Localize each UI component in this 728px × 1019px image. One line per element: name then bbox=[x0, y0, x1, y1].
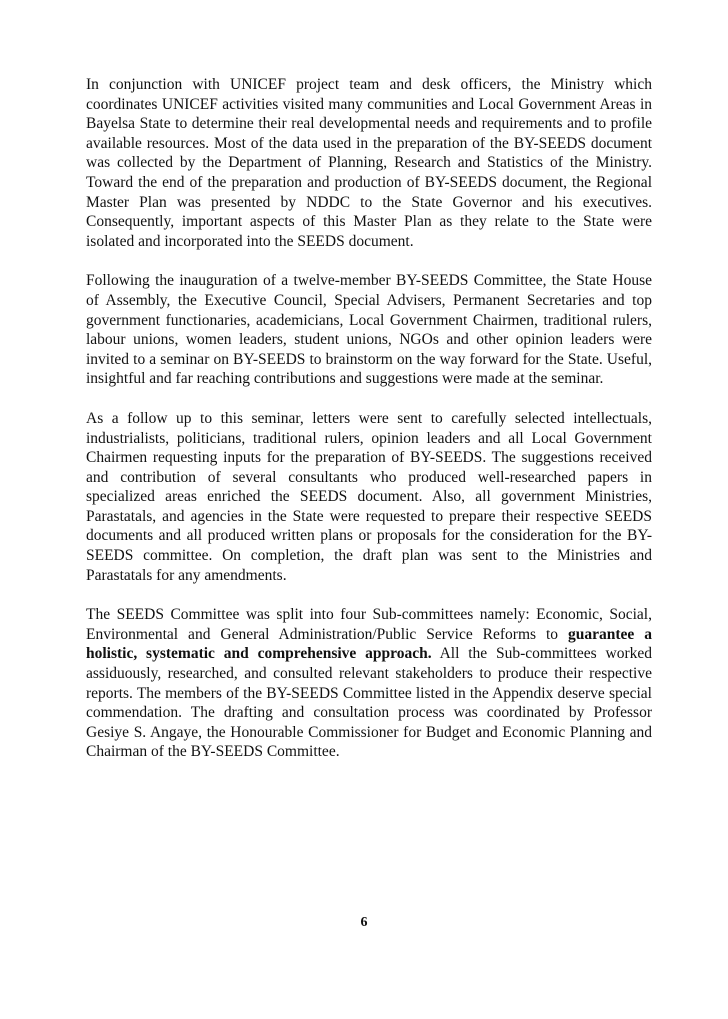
paragraph-3: As a follow up to this seminar, letters were sent to carefully selected intellectuals, industrialists, politicians, traditional rulers, opinion leaders and all Local Government Chairmen requesting inputs for the preparation of BY-SEEDS. The suggestions received and contribution of several consultants who produced well-researched papers in specialized areas enriched the SEEDS document. Also, all government Ministries, Parastatals, and agencies in the State were requested to prepare their respective SEEDS documents and all produced written plans or proposals for the consideration for the BY-SEEDS committee. On completion, the draft plan was sent to the Ministries and Parastatals for any amendments. bbox=[86, 409, 652, 584]
document-body bbox=[86, 75, 652, 782]
paragraph-4 bbox=[86, 605, 652, 762]
paragraph-4-bold-phrase: guarantee a holistic, systematic and comprehensive approach. bbox=[86, 625, 652, 663]
paragraph-4-text-end: All the Sub-committees worked assiduously, researched, and consulted relevant stakeholders to produce their respective reports. The members of the BY-SEEDS Committee listed in the Appendix deserve special commendation. The drafting and consultation process was coordinated by Professor Gesiye S. Angaye, the Honourable Commissioner for Budget and Economic Planning and Chairman of the BY-SEEDS Committee. bbox=[86, 645, 652, 761]
page-number: 6 bbox=[360, 915, 368, 930]
paragraph-4-text-start: The SEEDS Committee was split into four Sub-committees namely: Economic, Social, Environmental and General Administration/Public Service Reforms to bbox=[86, 606, 652, 643]
paragraph-2: Following the inauguration of a twelve-member BY-SEEDS Committee, the State House of Assembly, the Executive Council, Special Advisers, Permanent Secretaries and top government functionaries, academicians, Local Government Chairmen, traditional rulers, labour unions, women leaders, student unions, NGOs and other opinion leaders were invited to a seminar on BY-SEEDS to brainstorm on the way forward for the State. Useful, insightful and far reaching contributions and suggestions were made at the seminar. bbox=[86, 272, 652, 388]
paragraph-1: In conjunction with UNICEF project team and desk officers, the Ministry which coordinates UNICEF activities visited many communities and Local Government Areas in Bayelsa State to determine their real developmental needs and requirements and to profile available resources. Most of the data used in the preparation of the BY-SEEDS document was collected by the Department of Planning, Research and Statistics of the Ministry. Toward the end of the preparation and production of BY-SEEDS document, the Regional Master Plan was presented by NDDC to the State Governor and his executives. Consequently, important aspects of this Master Plan as they relate to the State were isolated and incorporated into the SEEDS document. bbox=[86, 76, 652, 250]
